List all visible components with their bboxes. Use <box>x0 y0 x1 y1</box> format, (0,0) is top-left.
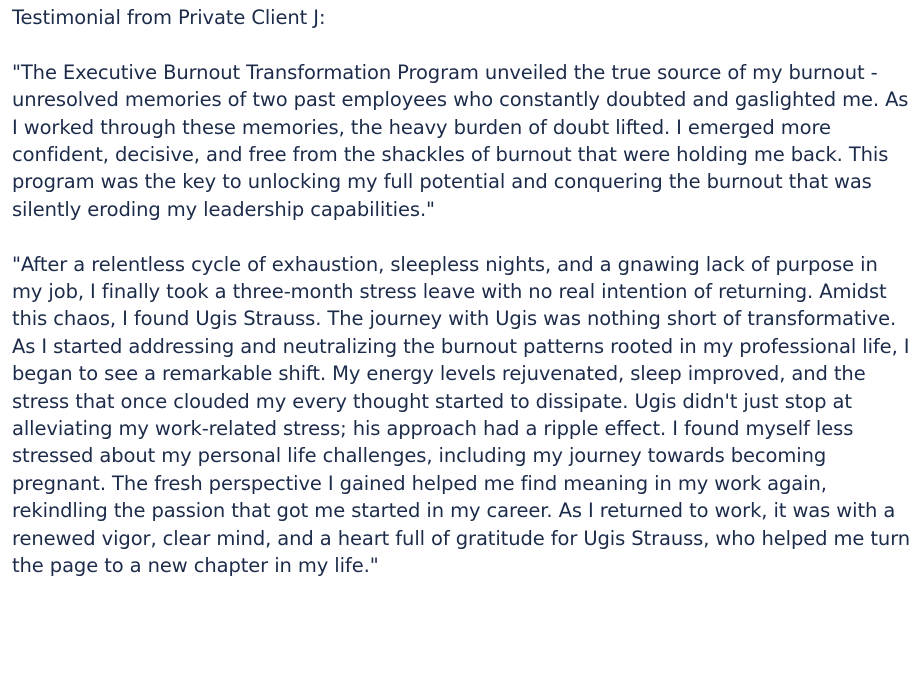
testimonial-paragraph-1: "The Executive Burnout Transformation Program unveiled the true source of my burnout - unresolved memories of two past employees who constantly doubted and gaslighted me. As I worked through these memories, the heavy burden of doubt lifted. I emerged more confident, decisive, and free from the shackles of burnout that were holding me back. This program was the key to unlocking my full potential and conquering the burnout that was silently eroding my leadership capabilities." <box>12 60 909 221</box>
testimonial-paragraph-2: "After a relentless cycle of exhaustion, sleepless nights, and a gnawing lack of purpose in my job, I finally took a three-month stress leave with no real intention of returning. Amidst this chaos, I found Ugis Strauss. The journey with Ugis was nothing short of transformative. As I started addressing and neutralizing the burnout patterns rooted in my professional life, I began to see a remarkable shift. My energy levels rejuvenated, sleep improved, and the stress that once clouded my every thought started to dissipate. Ugis didn't just stop at alleviating my work-related stress; his approach had a ripple effect. I found myself less stressed about my personal life challenges, including my journey towards becoming pregnant. The fresh perspective I gained helped me find meaning in my work again, rekindling the passion that got me started in my career. As I returned to work, it was with a renewed vigor, clear mind, and a heart full of gratitude for Ugis Strauss, who helped me turn the page to a new chapter in my life." <box>12 252 911 578</box>
testimonial-heading: Testimonial from Private Client J: <box>12 6 326 29</box>
